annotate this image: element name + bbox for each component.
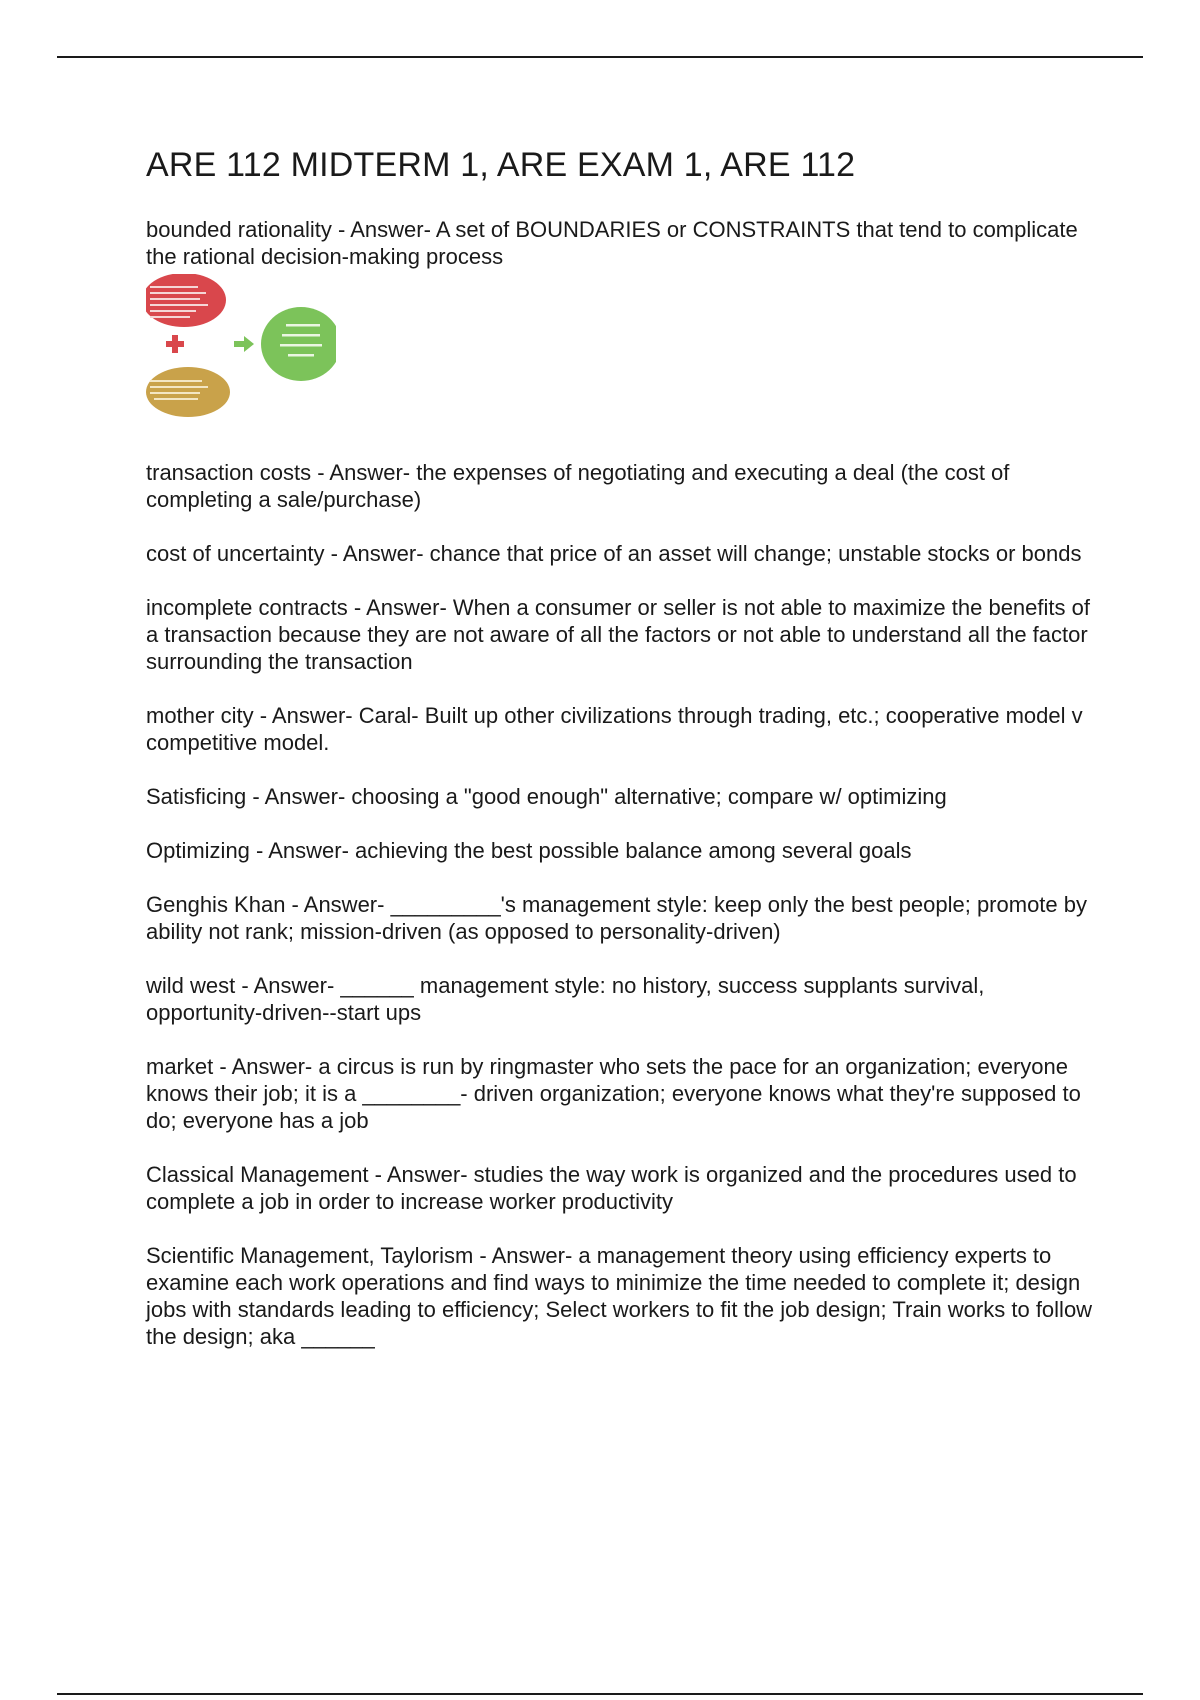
entry-wild-west: wild west - Answer- ______ management style: no history, success supplants survival, opportunity-driven--start ups bbox=[146, 973, 985, 1025]
footer-rule bbox=[57, 1693, 1143, 1695]
entry-optimizing: Optimizing - Answer- achieving the best possible balance among several goals bbox=[146, 838, 912, 863]
arrow-icon bbox=[234, 336, 254, 352]
entry-bounded-rationality: bounded rationality - Answer- A set of BOUNDARIES or CONSTRAINTS that tend to complicate the rational decision-making process bbox=[146, 217, 1078, 269]
entry-transaction-costs: transaction costs - Answer- the expenses of negotiating and executing a deal (the cost of completing a sale/purchase) bbox=[146, 460, 1010, 512]
entry-cost-of-uncertainty: cost of uncertainty - Answer- chance that price of an asset will change; unstable stocks or bonds bbox=[146, 541, 1082, 566]
red-oval bbox=[146, 274, 226, 327]
tan-oval bbox=[146, 367, 230, 417]
entry-mother-city: mother city - Answer- Caral- Built up other civilizations through trading, etc.; cooperative model v competitive model. bbox=[146, 703, 1083, 755]
plus-icon bbox=[166, 335, 184, 353]
entry-satisficing: Satisficing - Answer- choosing a "good enough" alternative; compare w/ optimizing bbox=[146, 784, 947, 809]
entry-incomplete-contracts: incomplete contracts - Answer- When a consumer or seller is not able to maximize the benefits of a transaction because they are not aware of all the factors or not able to understand all the factor surrounding the transaction bbox=[146, 595, 1090, 674]
entry-market: market - Answer- a circus is run by ringmaster who sets the pace for an organization; everyone knows their job; it is a ________- driven organization; everyone knows what they're supposed to do; everyone has a job bbox=[146, 1054, 1081, 1133]
entry-genghis-khan: Genghis Khan - Answer- _________'s management style: keep only the best people; promote by ability not rank; mission-driven (as opposed to personality-driven) bbox=[146, 892, 1088, 944]
document-body bbox=[146, 142, 1106, 1377]
entry-classical-management: Classical Management - Answer- studies the way work is organized and the procedures used to complete a job in order to increase worker productivity bbox=[146, 1162, 1077, 1214]
green-oval bbox=[261, 307, 336, 381]
diagram-graphic bbox=[146, 274, 336, 419]
header-rule bbox=[57, 56, 1143, 58]
page-title: ARE 112 MIDTERM 1, ARE EXAM 1, ARE 112 bbox=[146, 146, 856, 184]
entry-scientific-management: Scientific Management, Taylorism - Answer- a management theory using efficiency experts to examine each work operations and find ways to minimize the time needed to complete it; design jobs with standards leading to efficiency; Select workers to fit the job design; Train works to follow the design; aka ______ bbox=[146, 1243, 1093, 1349]
bounded-rationality-diagram bbox=[146, 274, 336, 419]
